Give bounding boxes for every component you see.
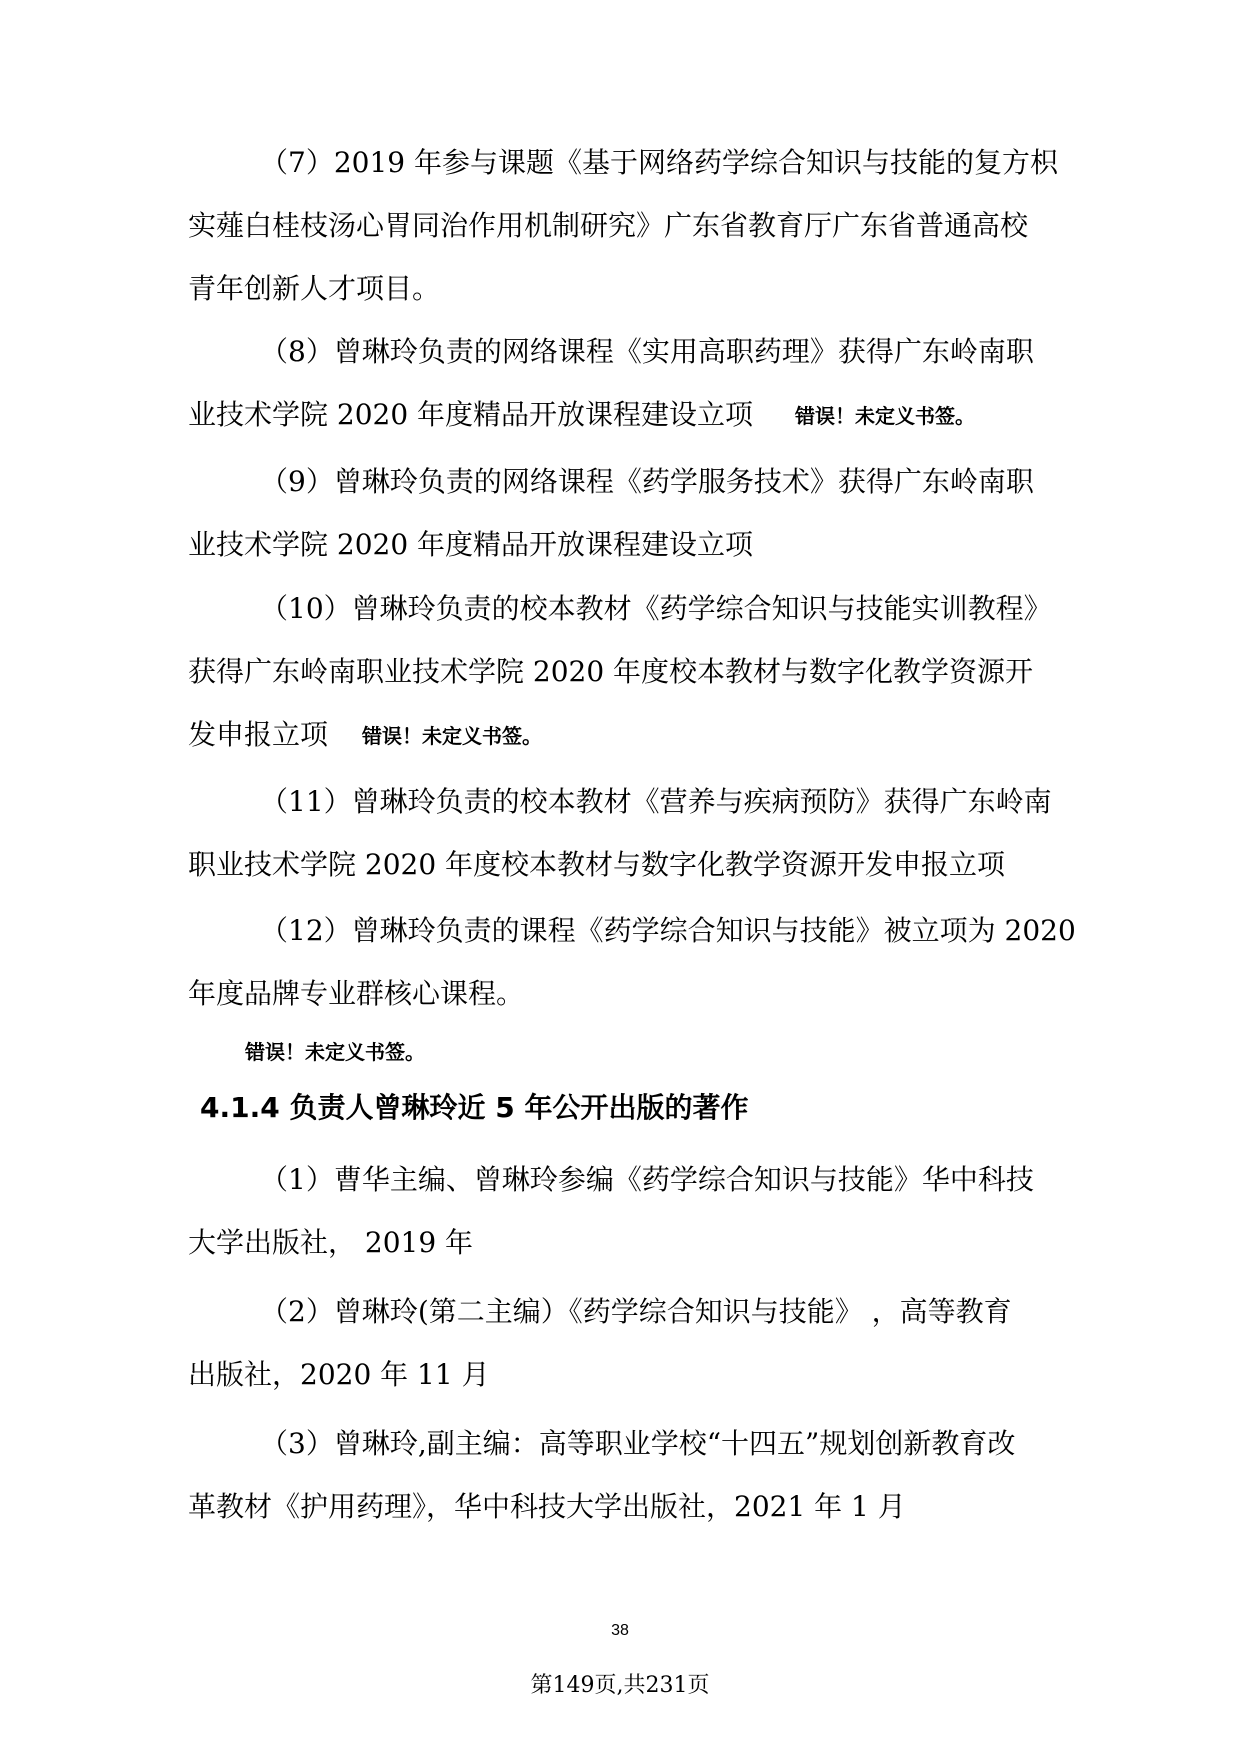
item-7-line-3: 青年创新人才项目。 xyxy=(188,272,441,305)
item-10-line-2: 获得广东岭南职业技术学院 2020 年度校本教材与数字化教学资源开 xyxy=(188,655,1034,688)
item-11-line-1: （11）曾琳玲负责的校本教材《营养与疾病预防》获得广东岭南 xyxy=(260,785,1052,818)
item-7-line-2: 实薤白桂枝汤心胃同治作用机制研究》广东省教育厅广东省普通高校 xyxy=(188,209,1029,242)
book-2-line-1: （2）曾琳玲(第二主编）《药学综合知识与技能》 ，高等教育 xyxy=(260,1295,1012,1328)
book-3-line-1: （3）曾琳玲,副主编：高等职业学校“十四五”规划创新教育改 xyxy=(260,1427,1016,1460)
item-8-line-2: 业技术学院 2020 年度精品开放课程建设立项 xyxy=(188,398,754,431)
item-11-line-2: 职业技术学院 2020 年度校本教材与数字化教学资源开发申报立项 xyxy=(188,848,1006,881)
item-10-line-1: （10）曾琳玲负责的校本教材《药学综合知识与技能实训教程》 xyxy=(260,592,1052,625)
item-8-bookmark-error: 错误！未定义书签。 xyxy=(795,404,975,428)
standalone-bookmark-error: 错误！未定义书签。 xyxy=(245,1040,425,1064)
book-1-line-2: 大学出版社， 2019 年 xyxy=(188,1226,474,1259)
book-2-line-2: 出版社，2020 年 11 月 xyxy=(188,1358,490,1391)
section-heading: 4.1.4 负责人曾琳玲近 5 年公开出版的著作 xyxy=(200,1091,749,1124)
item-9-line-2: 业技术学院 2020 年度精品开放课程建设立项 xyxy=(188,528,754,561)
item-10-bookmark-error: 错误！未定义书签。 xyxy=(362,724,542,748)
item-12-line-1: （12）曾琳玲负责的课程《药学综合知识与技能》被立项为 2020 xyxy=(260,914,1076,947)
book-1-line-1: （1）曹华主编、曾琳玲参编《药学综合知识与技能》华中科技 xyxy=(260,1163,1034,1196)
book-3-line-2: 革教材《护用药理》，华中科技大学出版社，2021 年 1 月 xyxy=(188,1490,906,1523)
page-number: 38 xyxy=(611,1622,629,1639)
page-footer: 第149页,共231页 xyxy=(530,1673,710,1698)
item-8-line-1: （8）曾琳玲负责的网络课程《实用高职药理》获得广东岭南职 xyxy=(260,335,1034,368)
item-12-line-2: 年度品牌专业群核心课程。 xyxy=(188,977,525,1010)
item-9-line-1: （9）曾琳玲负责的网络课程《药学服务技术》获得广东岭南职 xyxy=(260,465,1034,498)
item-7-line-1: （7）2019 年参与课题《基于网络药学综合知识与技能的复方枳 xyxy=(260,146,1058,179)
item-10-line-3: 发申报立项 xyxy=(188,718,329,751)
